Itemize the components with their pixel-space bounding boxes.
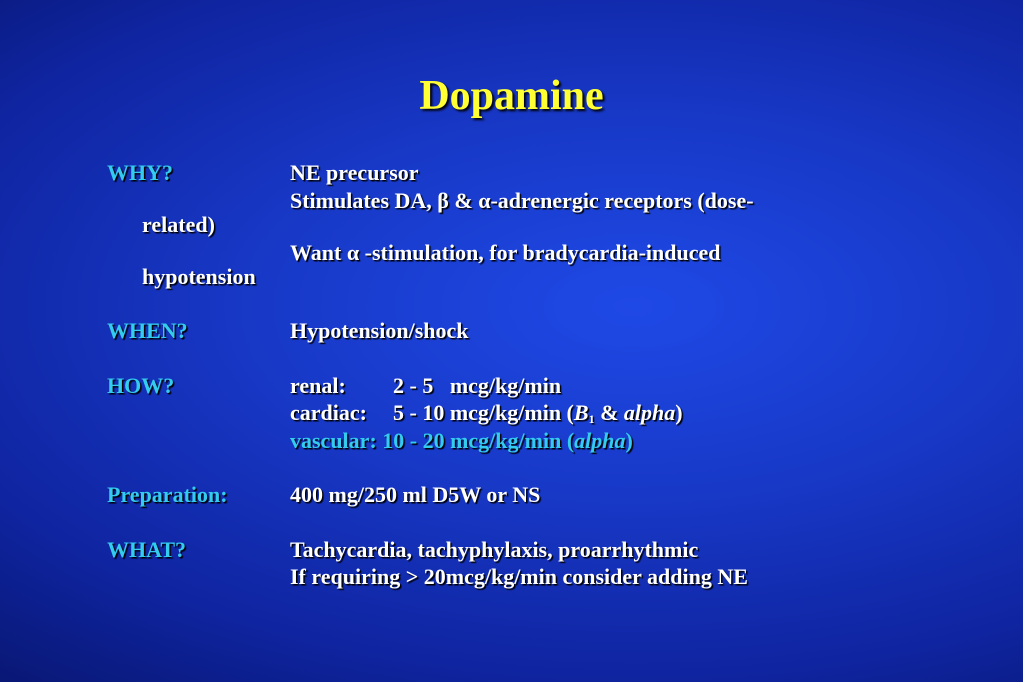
how-vascular-value: vascular: 10 - 20 mcg/kg/min (alpha): [290, 428, 633, 453]
why-label: WHY?: [107, 160, 173, 185]
why-line-1: NE precursor: [290, 160, 419, 185]
what-label: WHAT?: [107, 537, 187, 562]
how-cardiac-value: 5 - 10 mcg/kg/min ($B_1$ & alpha): [393, 400, 683, 426]
what-line-2: If requiring > 20mcg/kg/min consider adding NE: [290, 564, 748, 589]
why-line-2: Stimulates DA, β & α-adrenergic receptors (dose-: [290, 188, 754, 213]
how-renal-value: 2 - 5 mcg/kg/min: [393, 373, 562, 398]
preparation-label: Preparation:: [107, 482, 228, 507]
preparation-text: 400 mg/250 ml D5W or NS: [290, 482, 541, 507]
how-cardiac-label: cardiac:: [290, 400, 367, 425]
slide-title: Dopamine: [419, 73, 604, 119]
when-label: WHEN?: [107, 318, 188, 343]
how-renal-label: renal:: [290, 373, 346, 398]
why-line-2-continued: related): [142, 212, 215, 237]
when-text: Hypotension/shock: [290, 318, 469, 343]
why-line-3: Want α -stimulation, for bradycardia-induced: [290, 240, 721, 265]
why-line-3-continued: hypotension: [142, 264, 256, 289]
how-label: HOW?: [107, 373, 175, 398]
what-line-1: Tachycardia, tachyphylaxis, proarrhythmic: [290, 537, 699, 562]
